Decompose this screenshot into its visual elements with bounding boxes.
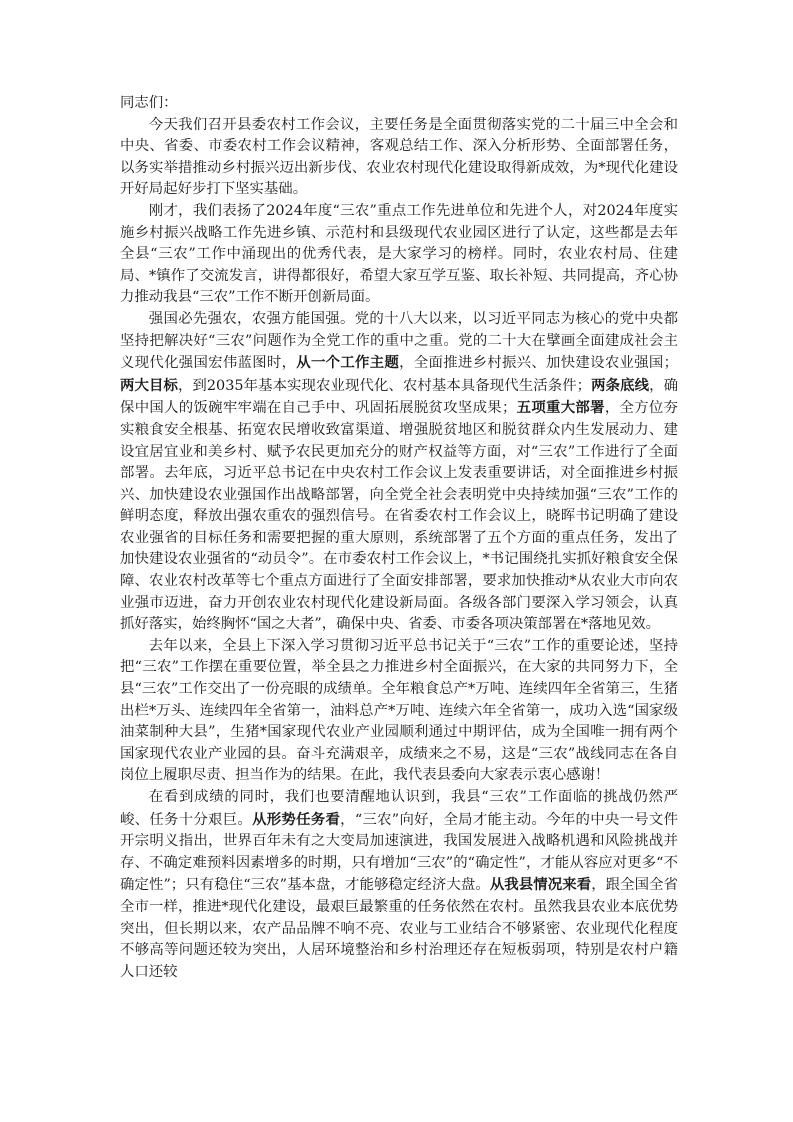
- emphasis-text: 从一个工作主题: [296, 354, 400, 372]
- paragraph: [120, 636, 678, 787]
- emphasis-text: 两条底线: [591, 376, 650, 394]
- emphasis-text: 两大目标: [120, 376, 178, 394]
- paragraph-text: 强国必先强农，农强方能国强。党的十八大以来，以习近平同志为核心的党中央都坚持把解决好“三农”问题作为全党工作的重中之重。党的二十大在擘画全面建成社会主义现代化强国宏伟蓝图时，: [120, 310, 678, 372]
- paragraph-text: ，全面推进乡村振兴、加快建设农业强国；: [399, 355, 678, 372]
- paragraph-text: 今天我们召开县委农村工作会议，主要任务是全面贯彻落实党的二十届三中全会和中央、省委、市委农村工作会议精神，客观总结工作、深入分析形势、全面部署任务，以务实举措推动乡村振兴迈出新步伐、农业农村现代化建设取得新成效，为*现代化建设开好局起好步打下坚实基础。: [120, 116, 678, 198]
- paragraph-text: ，到2035年基本实现农业现代化、农村基本具备现代生活条件；: [177, 377, 592, 394]
- paragraph-text: 刚才，我们表扬了2024年度“三农”重点工作先进单位和先进个人，对2024年度实施乡村振兴战略工作先进乡镇、示范村和县级现代农业园区进行了认定，这些都是去年全县“三农”工作中涌现出的优秀代表，是大家学习的榜样。同时，农业农村局、住建局、*镇作了交流发言，讲得都很好，希望大家互学互鉴、取长补短、共同提高，齐心协力推动我县“三农”工作不断开创新局面。: [120, 202, 678, 306]
- salutation: 同志们：: [120, 95, 178, 111]
- paragraph-text: ，全方位夯实粮食安全根基、拓宽农民增收致富渠道、增强脱贫地区和脱贫群众内生发展动力、建设宜居宜业和美乡村、赋予农民更加充分的财产权益等方面，对“三农”工作进行了全面部署。去年底，习近平总书记在中央农村工作会议上发表重要讲话，对全面推进乡村振兴、加快建设农业强国作出战略部署，向全党全社会表明党中央持续加强“三农”工作的鲜明态度，释放出强农重农的强烈信号。在省委农村工作会议上，晓晖书记明确了建设农业强省的目标任务和需要把握的重大原则，系统部署了五个方面的重点任务，发出了加快建设农业强省的“动员令”。在市委农村工作会议上，*书记围绕扎实抓好粮食安全保障、农业农村改革等七个重点方面进行了全面安排部署，要求加快推动*从农业大市向农业强市迈进，奋力开创农业农村现代化建设新局面。各级各部门要深入学习领会，认真抓好落实，始终胸怀“国之大者”，确保中央、省委、市委各项决策部署在*落地见效。: [120, 400, 678, 633]
- paragraph: [120, 201, 678, 309]
- paragraph-text: 在看到成绩的同时，我们也要清醒地认识到，我县“三农”工作面临的挑战仍然严峻、任务十分艰巨。: [120, 789, 678, 828]
- paragraph: [120, 787, 678, 983]
- emphasis-text: 从形势任务看: [252, 810, 341, 828]
- paragraph-text: ，跟全国全省全市一样，推进*现代化建设，最艰巨最繁重的任务依然在农村。虽然我县农业本底优势突出，但长期以来，农产品品牌不响不亮、农业与工业结合不够紧密、农业现代化程度不够高等问题还较为突出，人居环境整治和乡村治理还存在短板弱项，特别是农村户籍人口还较: [120, 877, 678, 980]
- paragraph: [120, 309, 678, 636]
- emphasis-text: 五项重大部署: [516, 399, 605, 417]
- paragraph-text: ，确保中国人的饭碗牢牢端在自己手中、巩固拓展脱贫攻坚成果；: [120, 377, 678, 417]
- document-page: [120, 93, 678, 983]
- document-body: [120, 115, 678, 984]
- paragraph-text: ，“三农”向好，全局才能主动。今年的中央一号文件开宗明义指出，世界百年未有之大变局加速演进，我国发展进入战略机遇和风险挑战并存、不确定难预料因素增多的时期，只有增加“三农”的“确定性”，才能从容应对更多“不确定性”；只有稳住“三农”基本盘，才能够稳定经济大盘。: [120, 811, 678, 894]
- paragraph-text: 去年以来，全县上下深入学习贯彻习近平总书记关于“三农”工作的重要论述，坚持把“三农”工作摆在重要位置，举全县之力推进乡村全面振兴，在大家的共同努力下，全县“三农”工作交出了一份亮眼的成绩单。全年粮食总产*万吨、连续四年全省第三，生猪出栏*万头、连续四年全省第一，油料总产*万吨、连续六年全省第一，成功入选“国家级油菜制种大县”，生猪*国家现代农业产业园顺利通过中期评估，成为全国唯一拥有两个国家现代农业产业园的县。奋斗充满艰辛，成绩来之不易，这是“三农”战线同志在各自岗位上履职尽责、担当作为的结果。在此，我代表县委向大家表示衷心感谢！: [120, 637, 678, 784]
- emphasis-text: 从我县情况来看: [489, 876, 592, 894]
- paragraph: [120, 115, 678, 201]
